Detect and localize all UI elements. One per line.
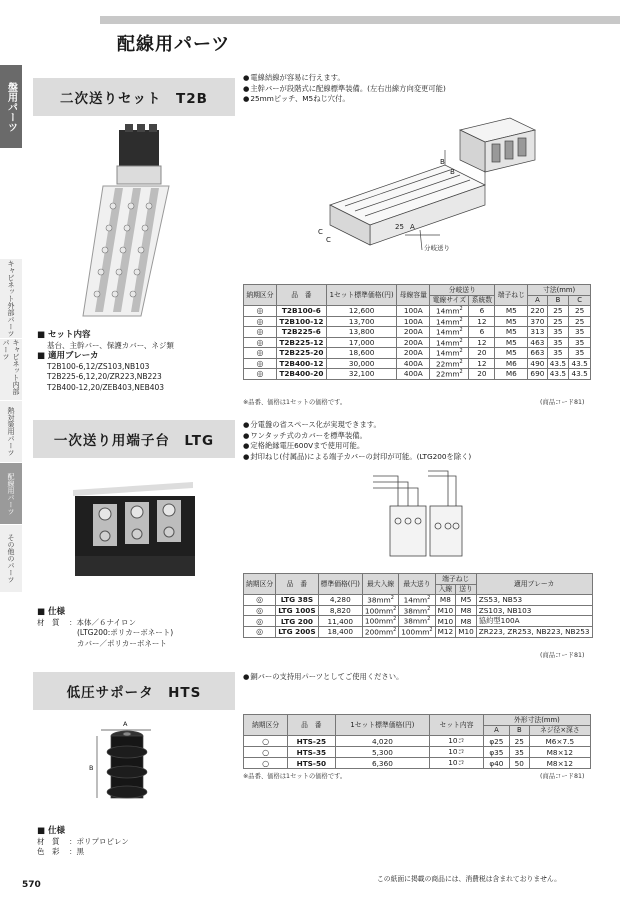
hts-spec-table [243, 714, 591, 769]
col-header: C [569, 295, 591, 306]
col-header: 標準価格(円) [318, 574, 362, 595]
ltg-product-code: (商品コード81) [540, 652, 585, 659]
table-cell: $14mm^2$ [399, 595, 435, 606]
table-cell: $38mm^2$ [399, 605, 435, 616]
col-header: A [483, 725, 509, 736]
table-cell: 25 [547, 306, 569, 317]
table-cell: ◎ [244, 616, 276, 627]
table-row [244, 605, 593, 616]
table-cell: M10 [435, 605, 456, 616]
table-cell: M8 [456, 616, 477, 627]
table-cell: 200A [397, 327, 430, 338]
page-title: 配線用パーツ [117, 34, 231, 55]
table-cell: 43.5 [569, 369, 591, 380]
t2b-features [243, 73, 446, 105]
table-cell: 11,400 [318, 616, 362, 627]
table-cell: 663 [528, 348, 547, 359]
color-value: ：黒 [69, 847, 84, 856]
table-cell: 313 [528, 327, 547, 338]
table-cell: 18,600 [326, 348, 396, 359]
table-cell: M5 [495, 306, 528, 317]
table-cell: 490 [528, 358, 547, 369]
table-cell: T2B100-6 [276, 306, 326, 317]
table-cell: φ35 [483, 747, 509, 758]
hts-spec-block [37, 826, 129, 858]
tab-other[interactable]: その他のパーツ [0, 524, 22, 592]
col-header: 納期区分 [244, 285, 277, 306]
table-cell: 10コ [430, 758, 484, 769]
col-header: 最大入線 [362, 574, 398, 595]
dim-label-b: B [450, 168, 455, 176]
hts-spec-heading: ■ 仕様 [37, 826, 129, 837]
table-cell: 12,600 [326, 306, 396, 317]
col-header: A [528, 295, 547, 306]
table-cell-value: 14mm [435, 306, 460, 316]
diagram-caption: 分岐送り [424, 244, 450, 252]
table-cell: 370 [528, 316, 547, 327]
section-title-ltg: 一次送り用端子台 LTG [33, 420, 235, 458]
dim-label-a: A [123, 720, 128, 728]
table-cell: M8 [456, 605, 477, 616]
col-header: 電線サイズ [430, 295, 469, 306]
table-cell: 35 [569, 327, 591, 338]
table-cell-value: 200mm [364, 627, 394, 637]
table-cell: 220 [528, 306, 547, 317]
table-cell: 10コ [430, 747, 484, 758]
table-cell: 35 [569, 348, 591, 359]
t2b-dimension-drawing [300, 110, 560, 260]
material-line: カバー／ポリカーボネート [77, 638, 167, 648]
table-cell: $38mm^2$ [362, 595, 398, 606]
table-cell: T2B100-12 [276, 316, 326, 327]
tab-thermal[interactable]: 熱対策用パーツ [0, 400, 22, 462]
color-label: 色 彩 [37, 847, 60, 856]
col-header: 1セット標準価格(円) [335, 715, 430, 736]
table-cell-value: 22mm [435, 369, 460, 379]
table-cell: LTG 200 [276, 616, 318, 627]
table-cell: 4,280 [318, 595, 362, 606]
table-cell: ZS53, NB53 [476, 595, 592, 606]
table-cell: 5,300 [335, 747, 430, 758]
table-cell: 32,100 [326, 369, 396, 380]
table-cell: ◎ [244, 358, 277, 369]
table-cell: 12 [469, 337, 495, 348]
table-cell: 12 [469, 358, 495, 369]
table-cell: $14mm^2$ [430, 316, 469, 327]
table-cell-value: 14mm [435, 327, 460, 337]
table-cell: M5 [495, 337, 528, 348]
table-cell: 6 [469, 327, 495, 338]
material-line: ：本体／６ナイロン [69, 617, 136, 627]
col-header: B [510, 725, 530, 736]
table-cell: HTS-50 [288, 758, 335, 769]
table-cell: $100mm^2$ [362, 605, 398, 616]
dim-label-b: B [89, 764, 94, 772]
table-cell: M6 [495, 369, 528, 380]
table-cell: M5 [456, 595, 477, 606]
table-cell: ◎ [244, 316, 277, 327]
table-cell: 20 [469, 348, 495, 359]
col-header: 送り [456, 584, 477, 595]
tax-note: この紙面に掲載の商品には、消費税は含まれておりません。 [377, 875, 561, 883]
dim-label-c: C [318, 228, 323, 236]
table-cell: ZS103, NB103 [476, 605, 592, 616]
header-bar [100, 16, 620, 24]
table-cell: 50 [510, 758, 530, 769]
material-label: 材 質 [37, 617, 60, 627]
feature-bullet: ● 25mmピッチ、M5ねじ穴付。 [243, 94, 446, 105]
table-cell: $14mm^2$ [430, 348, 469, 359]
feature-bullet: ● 主幹バーが段階式に配線標準装備。(左右出線方向変更可能) [243, 84, 446, 95]
table-row [244, 616, 593, 627]
table-cell: 35 [547, 337, 569, 348]
ltg-spec-table [243, 573, 593, 638]
col-header: セット内容 [430, 715, 484, 736]
material-line: (LTG200:ポリカーボネート) [77, 628, 174, 637]
page-number: 570 [22, 880, 41, 890]
dim-label-a: A [410, 223, 415, 231]
table-cell: 30,000 [326, 358, 396, 369]
table-cell: 協約型100A [476, 616, 592, 627]
tab-panel-parts[interactable]: 盤用パーツ [0, 64, 22, 148]
tab-wiring[interactable]: 配線用パーツ [0, 462, 22, 524]
table-row [244, 747, 591, 758]
table-cell: ◎ [244, 348, 277, 359]
col-header: 納期区分 [244, 715, 288, 736]
col-header: ネジ径×深さ [529, 725, 590, 736]
table-cell: ◎ [244, 369, 277, 380]
table-cell: 25 [510, 736, 530, 747]
table-cell: $22mm^2$ [430, 369, 469, 380]
table-cell: 13,700 [326, 316, 396, 327]
t2b-product-photo [33, 116, 235, 326]
table-row [244, 627, 593, 638]
table-cell: ◎ [244, 327, 277, 338]
col-header: 端子ねじ [495, 285, 528, 306]
table-cell-value: 14mm [403, 595, 428, 605]
table-cell-value: 22mm [435, 358, 460, 368]
feature-bullet: ● 銅バーの支持用パーツとしてご使用ください。 [243, 672, 403, 683]
table-cell: 100A [397, 306, 430, 317]
table-cell: $14mm^2$ [430, 337, 469, 348]
table-cell: 200A [397, 348, 430, 359]
tab-cabinet-interior[interactable]: キャビネット内部パーツ [0, 338, 22, 400]
col-header: 適用ブレーカ [476, 574, 592, 595]
dim-label-pitch: 25 [395, 223, 404, 231]
t2b-breaker-line: T2B100-6,12/ZS103,NB103 [47, 361, 150, 371]
table-cell: 8,820 [318, 605, 362, 616]
col-header: 分岐送り [430, 285, 495, 296]
table-cell: 35 [547, 348, 569, 359]
table-row [244, 306, 591, 317]
table-row [244, 595, 593, 606]
table-cell: $14mm^2$ [430, 327, 469, 338]
table-cell: 43.5 [547, 358, 569, 369]
table-cell: 463 [528, 337, 547, 348]
ltg-features [243, 420, 471, 462]
table-cell: M5 [495, 348, 528, 359]
table-cell: ○ [244, 736, 288, 747]
table-cell: 35 [569, 337, 591, 348]
table-row [244, 358, 591, 369]
ltg-product-photo [33, 460, 235, 600]
table-cell: LTG 38S [276, 595, 318, 606]
table-cell-value: 14mm [435, 337, 460, 347]
table-cell: T2B225-12 [276, 337, 326, 348]
table-cell-value: 100mm [401, 627, 430, 637]
table-row [244, 369, 591, 380]
feature-bullet: ● 分電盤の省スペース化が実現できます。 [243, 420, 471, 431]
feature-bullet: ● 封印ねじ(付属品)による端子カバーの封印が可能。(LTG200を除く) [243, 452, 471, 463]
table-cell: 35 [510, 747, 530, 758]
table-cell: $22mm^2$ [430, 358, 469, 369]
col-header: 品 番 [288, 715, 335, 736]
table-cell-value: 14mm [435, 348, 460, 358]
dim-label-c: C [326, 236, 331, 244]
table-cell: M8×12 [529, 758, 590, 769]
table-cell-value: 100mm [364, 605, 394, 615]
table-cell: HTS-35 [288, 747, 335, 758]
t2b-spec-table [243, 284, 591, 380]
feature-bullet: ● ワンタッチ式のカバーを標準装備。 [243, 431, 471, 442]
table-cell: ◎ [244, 306, 277, 317]
col-header: 品 番 [276, 285, 326, 306]
table-cell: φ40 [483, 758, 509, 769]
table-cell-value: 38mm [367, 595, 391, 605]
feature-bullet: ● 電線結線が容易に行えます。 [243, 73, 446, 84]
table-cell: 100A [397, 316, 430, 327]
table-cell: 13,800 [326, 327, 396, 338]
table-cell: ◎ [244, 595, 276, 606]
table-cell-value: 100mm [364, 616, 394, 626]
table-cell: 200A [397, 337, 430, 348]
table-cell: 43.5 [569, 358, 591, 369]
table-cell-value: 14mm [435, 316, 460, 326]
section-title-hts: 低圧サポータ HTS [33, 672, 235, 710]
col-header: 端子ねじ [435, 574, 476, 585]
hts-features [243, 672, 403, 683]
t2b-set-text: 基台、主幹バー、保護カバー、ネジ類 [47, 340, 174, 350]
table-cell: M5 [495, 316, 528, 327]
t2b-breaker-line: T2B225-6,12,20/ZR223,NB223 [47, 372, 162, 381]
col-header: 品 番 [276, 574, 318, 595]
col-header: 納期区分 [244, 574, 276, 595]
table-cell: M6×7.5 [529, 736, 590, 747]
hts-product-code: (商品コード81) [540, 773, 585, 780]
table-cell: 43.5 [547, 369, 569, 380]
table-cell: ◎ [244, 337, 277, 348]
table-row [244, 327, 591, 338]
table-cell: ○ [244, 747, 288, 758]
table-cell: LTG 200S [276, 627, 318, 638]
ltg-spec-block [37, 607, 173, 649]
ltg-wiring-drawing [368, 466, 468, 564]
table-cell: $100mm^2$ [399, 627, 435, 638]
col-header: 入線 [435, 584, 456, 595]
table-cell: M10 [435, 616, 456, 627]
table-cell: T2B400-12 [276, 358, 326, 369]
table-row [244, 758, 591, 769]
table-cell: M5 [495, 327, 528, 338]
table-row [244, 316, 591, 327]
table-cell: 4,020 [335, 736, 430, 747]
table-cell-value: 38mm [403, 605, 428, 615]
table-cell: ◎ [244, 627, 276, 638]
t2b-breaker-line: T2B400-12,20/ZEB403,NEB403 [47, 382, 165, 392]
table-cell: 20 [469, 369, 495, 380]
t2b-breaker-heading: ■ 適用ブレーカ [37, 351, 174, 362]
table-cell: 6 [469, 306, 495, 317]
table-cell: M6 [495, 358, 528, 369]
col-header: B [547, 295, 569, 306]
material-value: ：ポリプロピレン [69, 836, 129, 846]
table-cell: T2B225-6 [276, 327, 326, 338]
section-title-t2b: 二次送りセット T2B [33, 78, 235, 116]
table-cell: LTG 100S [276, 605, 318, 616]
col-header: 系統数 [469, 295, 495, 306]
table-cell: ZR223, ZR253, NB223, NB253 [476, 627, 592, 638]
table-cell: 35 [547, 327, 569, 338]
table-cell: 25 [547, 316, 569, 327]
col-header: 母線容量 [397, 285, 430, 306]
table-row [244, 736, 591, 747]
table-cell: $200mm^2$ [362, 627, 398, 638]
table-cell: M12 [435, 627, 456, 638]
table-cell: HTS-25 [288, 736, 335, 747]
table-cell-value: 38mm [403, 616, 428, 626]
table-cell: M10 [456, 627, 477, 638]
table-cell: T2B225-20 [276, 348, 326, 359]
col-header: 1セット標準価格(円) [326, 285, 396, 306]
table-row [244, 337, 591, 348]
col-header: 最大送り [399, 574, 435, 595]
table-cell: 12 [469, 316, 495, 327]
hts-table-note: ※品番、価格は1セットの価格です。 [243, 773, 347, 780]
table-cell: ○ [244, 758, 288, 769]
t2b-product-code: (商品コード81) [540, 399, 585, 406]
t2b-set-heading: ■ セット内容 [37, 330, 174, 341]
table-cell: 400A [397, 358, 430, 369]
table-row [244, 348, 591, 359]
table-cell: $100mm^2$ [362, 616, 398, 627]
hts-product-photo [33, 712, 235, 820]
table-cell: $14mm^2$ [430, 306, 469, 317]
table-cell: 6,360 [335, 758, 430, 769]
table-cell: φ25 [483, 736, 509, 747]
table-cell: T2B400-20 [276, 369, 326, 380]
material-label: 材 質 [37, 836, 60, 846]
col-header: 外形寸法(mm) [483, 715, 590, 726]
table-cell: $38mm^2$ [399, 616, 435, 627]
table-cell: M8×12 [529, 747, 590, 758]
ltg-spec-heading: ■ 仕様 [37, 607, 173, 618]
col-header: 寸法(mm) [528, 285, 591, 296]
feature-bullet: ● 定格絶縁電圧600Vまで使用可能。 [243, 441, 471, 452]
table-cell: 400A [397, 369, 430, 380]
dim-label-b: B [440, 158, 445, 166]
table-cell: ◎ [244, 605, 276, 616]
table-cell: 10コ [430, 736, 484, 747]
table-cell: 17,000 [326, 337, 396, 348]
table-cell: 18,400 [318, 627, 362, 638]
table-cell: 25 [569, 306, 591, 317]
t2b-set-block [37, 330, 174, 393]
table-cell: 690 [528, 369, 547, 380]
table-cell: M8 [435, 595, 456, 606]
table-cell: 25 [569, 316, 591, 327]
tab-cabinet-exterior[interactable]: キャビネット外部パーツ [0, 258, 22, 338]
t2b-table-note: ※品番、価格は1セットの価格です。 [243, 399, 347, 406]
